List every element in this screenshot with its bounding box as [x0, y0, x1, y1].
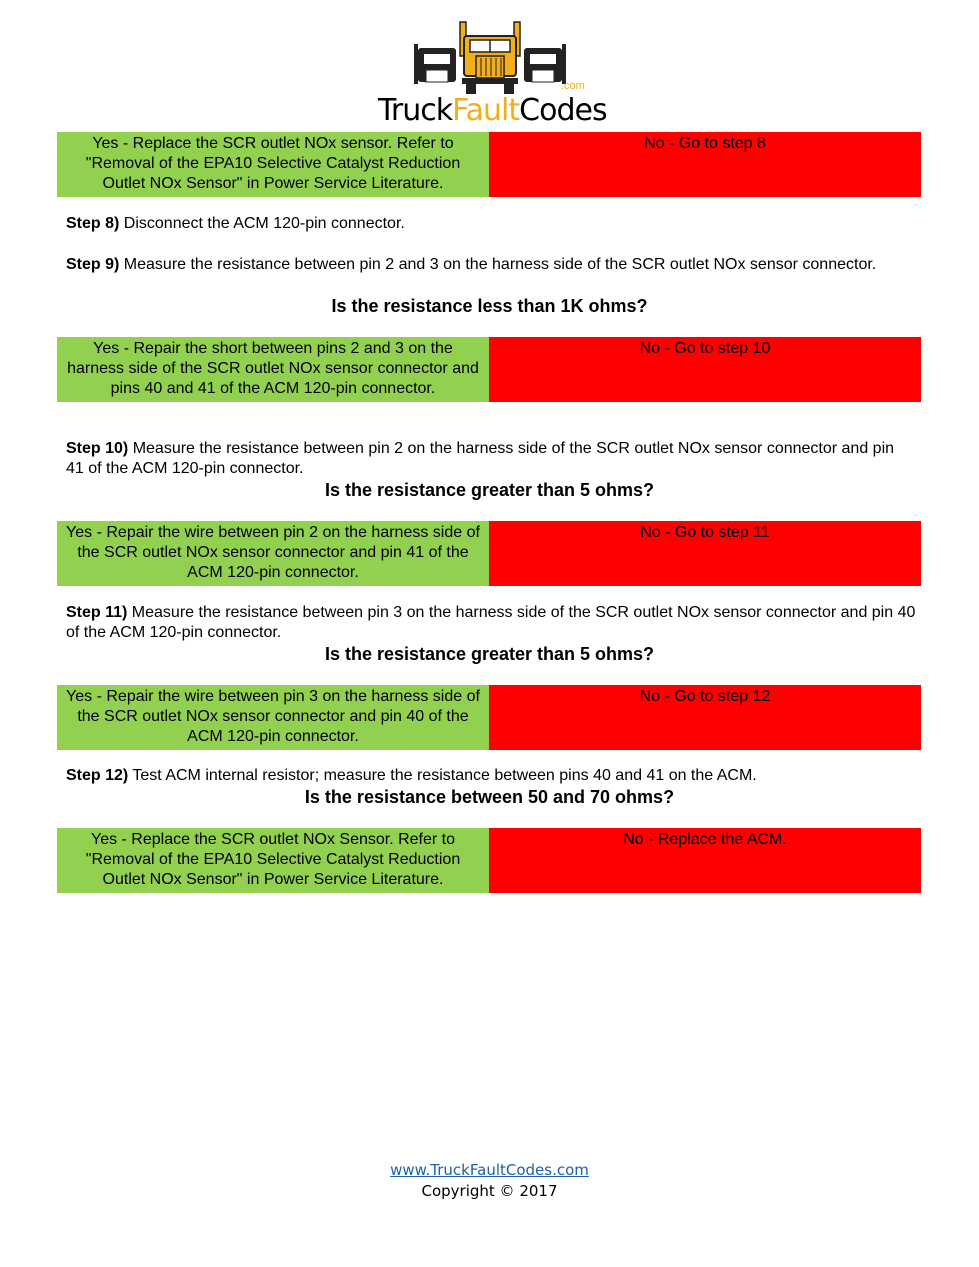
step-text: Measure the resistance between pin 3 on the harness side of the SCR outlet NOx sensor connector and pin 40 of the ACM 120-pin connector.	[66, 604, 916, 641]
yes-no-block	[57, 337, 921, 402]
step-label: Step 11)	[66, 604, 128, 621]
step-10-question: Is the resistance greater than 5 ohms?	[324, 480, 655, 500]
yes-no-block	[57, 685, 921, 750]
step-label: Step 8)	[66, 215, 120, 232]
step-10	[66, 439, 916, 479]
yes-answer: Yes - Repair the short between pins 2 and 3 on the harness side of the SCR outlet NOx sensor connector and pins 40 and 41 of the ACM 120-pin connector.	[57, 337, 489, 402]
yes-no-block	[57, 828, 921, 893]
footer-link[interactable]: www.TruckFaultCodes.com	[390, 1161, 589, 1179]
yes-answer: Yes - Replace the SCR outlet NOx Sensor. Refer to "Removal of the EPA10 Selective Catalyst Reduction Outlet NOx Sensor" in Power Service Literature.	[57, 828, 489, 893]
no-answer: No - Replace the ACM.	[489, 828, 921, 893]
step-label: Step 10)	[66, 440, 129, 457]
step-12	[66, 766, 916, 786]
step-text: Measure the resistance between pin 2 and 3 on the harness side of the SCR outlet NOx sensor connector.	[119, 256, 877, 273]
logo-text-fault: Fault	[452, 93, 520, 128]
no-answer: No - Go to step 10	[489, 337, 921, 402]
yes-no-block	[57, 521, 921, 586]
step-text: Disconnect the ACM 120-pin connector.	[119, 215, 405, 232]
step-text: Measure the resistance between pin 2 on the harness side of the SCR outlet NOx sensor connector and pin 41 of the ACM 120-pin connector.	[66, 440, 895, 477]
step-label: Step 12)	[66, 767, 129, 784]
logo-dotcom: .com	[561, 80, 585, 92]
step-8	[66, 214, 916, 234]
yes-answer: Yes - Replace the SCR outlet NOx sensor. Refer to "Removal of the EPA10 Selective Catalyst Reduction Outlet NOx Sensor" in Power Service Literature.	[57, 132, 489, 197]
no-answer: No - Go to step 11	[489, 521, 921, 586]
step-text: Test ACM internal resistor; measure the resistance between pins 40 and 41 on the ACM.	[128, 767, 757, 784]
yes-no-block	[57, 132, 921, 197]
yes-answer: Yes - Repair the wire between pin 2 on the harness side of the SCR outlet NOx sensor connector and pin 41 of the ACM 120-pin connector.	[57, 521, 489, 586]
logo-wordmark	[378, 93, 607, 128]
step-9-question: Is the resistance less than 1K ohms?	[331, 296, 648, 316]
step-label: Step 9)	[66, 256, 120, 273]
logo-text-truck: Truck	[378, 93, 453, 128]
no-answer: No - Go to step 12	[489, 685, 921, 750]
brand-logo	[378, 18, 607, 128]
copyright-text: Copyright © 2017	[421, 1182, 558, 1200]
no-answer: No - Go to step 8	[489, 132, 921, 197]
step-11-question: Is the resistance greater than 5 ohms?	[324, 644, 655, 664]
step-11	[66, 603, 916, 643]
logo-text-codes: Codes	[519, 93, 607, 128]
yes-answer: Yes - Repair the wire between pin 3 on the harness side of the SCR outlet NOx sensor connector and pin 40 of the ACM 120-pin connector.	[57, 685, 489, 750]
footer	[0, 1160, 979, 1202]
step-12-question: Is the resistance between 50 and 70 ohms?	[304, 787, 675, 807]
step-9	[66, 255, 916, 275]
